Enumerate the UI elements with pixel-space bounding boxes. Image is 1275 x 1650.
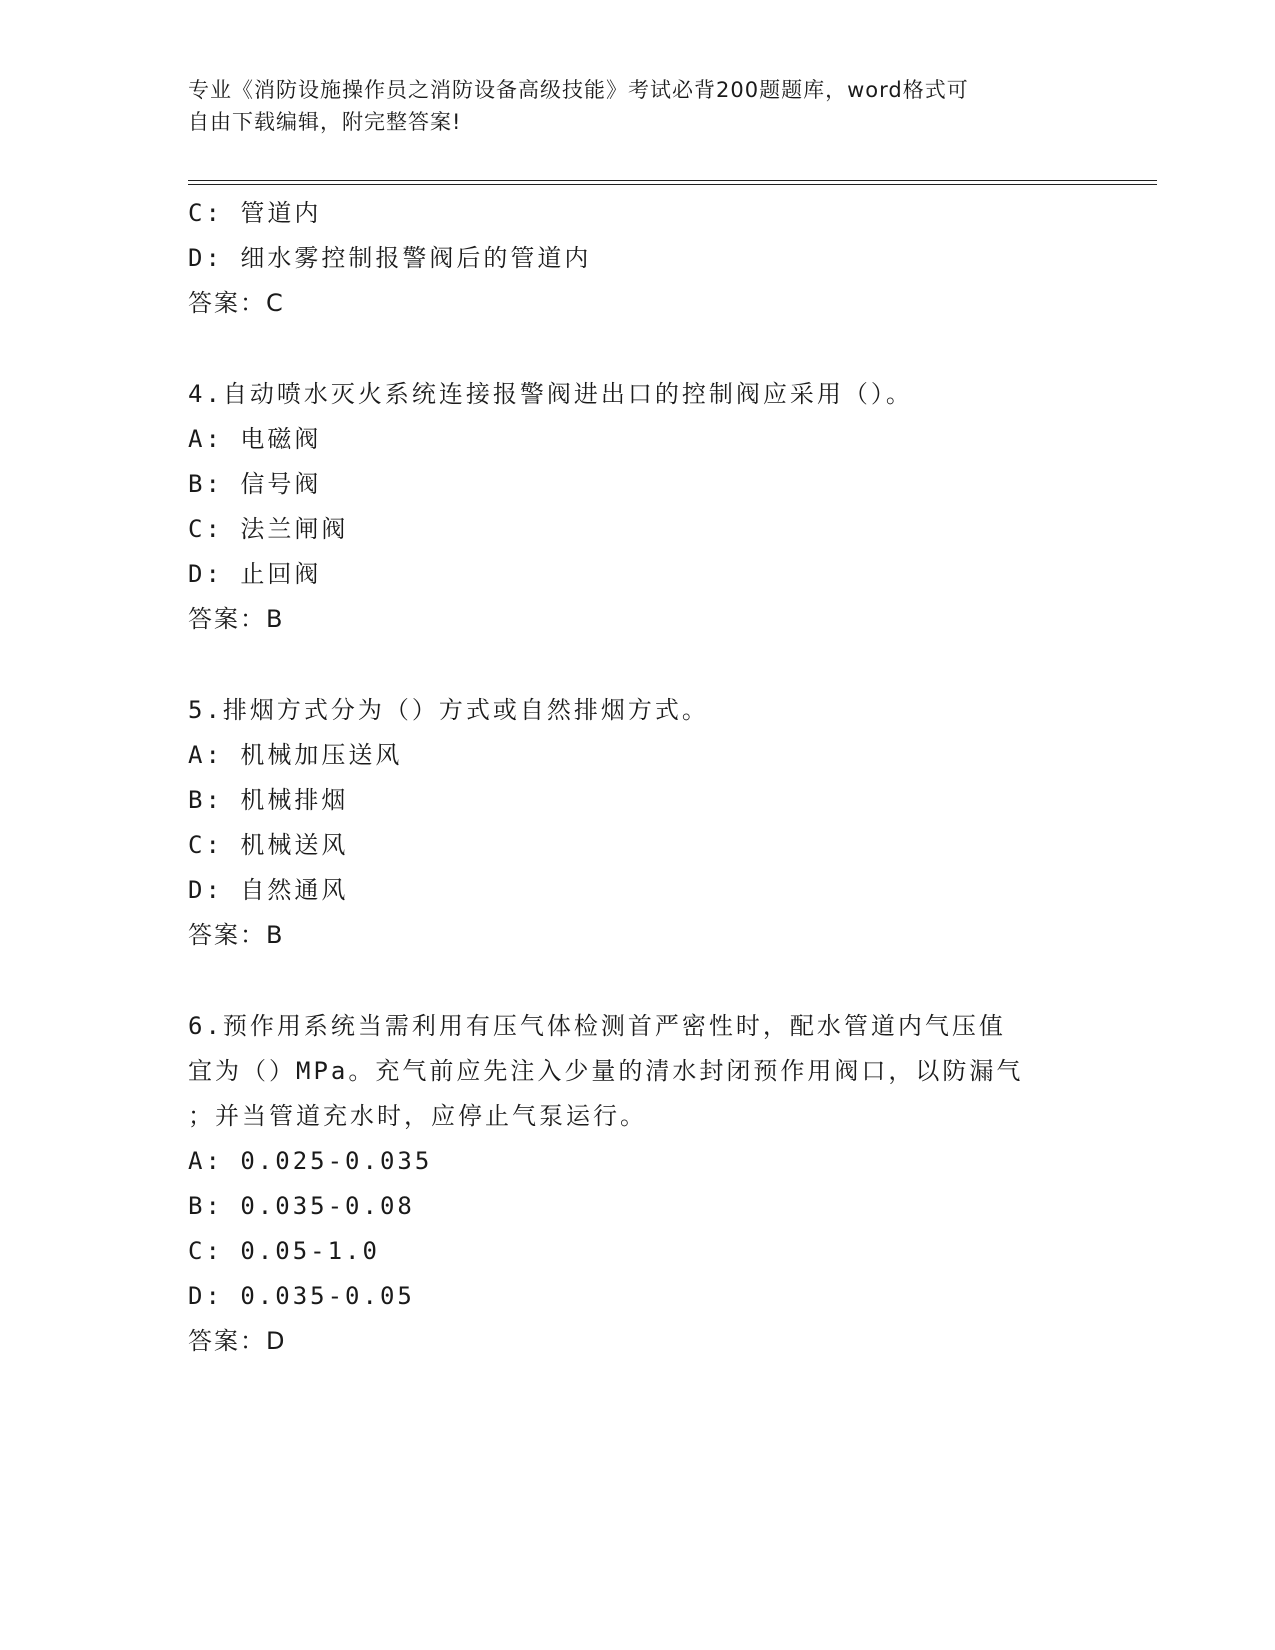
option-d: D: 止回阀 — [188, 560, 322, 588]
answer: 答案：B — [188, 921, 285, 949]
option-c: C: 管道内 — [188, 199, 322, 227]
option-a: A: 0.025-0.035 — [188, 1147, 433, 1175]
question-3-tail — [188, 191, 1088, 326]
header-line-1: 专业《消防设施操作员之消防设备高级技能》考试必背200题题库，word格式可 — [188, 78, 969, 102]
option-b: B: 0.035-0.08 — [188, 1192, 415, 1220]
question-text: 5.排烟方式分为（）方式或自然排烟方式。 — [188, 696, 709, 724]
answer: 答案：B — [188, 605, 285, 633]
option-c: C: 机械送风 — [188, 831, 349, 859]
header-line-2: 自由下载编辑，附完整答案! — [188, 110, 462, 134]
page-header — [188, 74, 1088, 138]
option-d: D: 0.035-0.05 — [188, 1282, 415, 1310]
option-b: B: 信号阀 — [188, 470, 322, 498]
question-6 — [188, 1004, 1088, 1364]
question-5 — [188, 688, 1088, 958]
option-a: A: 机械加压送风 — [188, 741, 403, 769]
option-c: C: 0.05-1.0 — [188, 1237, 380, 1265]
header-divider-top — [188, 180, 1157, 181]
answer: 答案：C — [188, 289, 285, 317]
option-b: B: 机械排烟 — [188, 786, 349, 814]
option-d: D: 自然通风 — [188, 876, 349, 904]
question-text-line-3: ；并当管道充水时，应停止气泵运行。 — [188, 1102, 647, 1130]
question-4 — [188, 372, 1088, 642]
option-a: A: 电磁阀 — [188, 425, 322, 453]
question-text: 4.自动喷水灭火系统连接报警阀进出口的控制阀应采用（）。 — [188, 380, 913, 408]
spacer — [188, 958, 1088, 1004]
spacer — [188, 326, 1088, 372]
option-c: C: 法兰闸阀 — [188, 515, 349, 543]
question-list — [188, 191, 1088, 1364]
header-divider-bottom — [188, 184, 1157, 185]
spacer — [188, 642, 1088, 688]
question-text-line-1: 6.预作用系统当需利用有压气体检测首严密性时，配水管道内气压值 — [188, 1012, 1006, 1040]
question-text-line-2: 宜为（）MPa。充气前应先注入少量的清水封闭预作用阀口，以防漏气 — [188, 1057, 1024, 1085]
option-d: D: 细水雾控制报警阀后的管道内 — [188, 244, 592, 272]
answer: 答案：D — [188, 1327, 287, 1355]
